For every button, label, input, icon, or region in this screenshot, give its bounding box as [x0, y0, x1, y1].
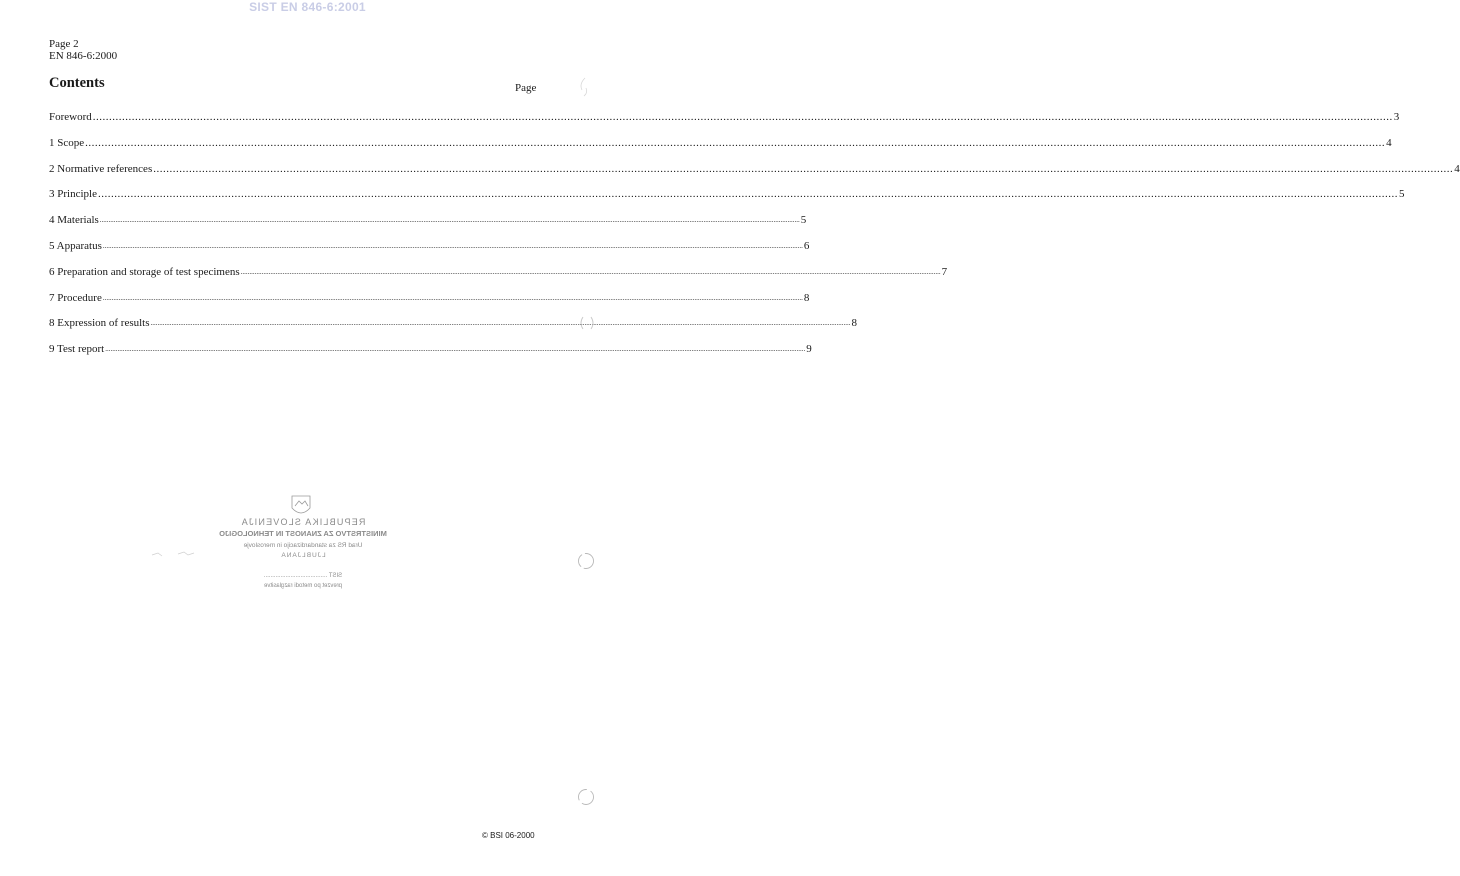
toc-entry-page: 3 — [1393, 111, 1400, 123]
toc-entry-page: 7 — [941, 265, 948, 278]
footer-copyright: © BSI 06-2000 — [482, 831, 535, 840]
page-number: Page 2 — [49, 38, 79, 50]
standard-id: EN 846-6:2000 — [49, 50, 118, 62]
stamp-line-5: SIST ...................................... — [263, 573, 343, 579]
stamp-emblem-icon — [292, 496, 310, 513]
toc-dot-leader: ................................................................................................................................................................................................................................................................................................................................................................................................................ — [99, 216, 800, 225]
toc-entry-page: 5 — [800, 214, 807, 227]
toc-entry-page: 8 — [851, 317, 858, 330]
toc-dot-leader: ................................................................................................................................................................................................................................................................................................................................................................................................................ — [102, 293, 803, 302]
toc-entry-page: 9 — [806, 343, 812, 356]
toc-entry-page: 4 — [1454, 162, 1460, 175]
toc-entry-label: 2 Normative references — [49, 162, 153, 175]
toc-entry-label: 7 Procedure — [49, 291, 102, 304]
official-stamp — [200, 492, 405, 592]
toc-entry — [49, 162, 1460, 176]
toc-entry-label: 4 Materials — [49, 214, 99, 227]
toc-entry-page: 5 — [1398, 188, 1405, 201]
toc-entry — [49, 342, 812, 356]
toc-dot-leader: ................................................................................................................................................................................................................................................................................................................................................................................................................ — [97, 188, 1398, 201]
toc-dot-leader: ................................................................................................................................................................................................................................................................................................................................................................................................................ — [105, 345, 806, 354]
page-column-label: Page — [515, 82, 537, 94]
toc-entry — [49, 187, 1405, 201]
stamp-line-6: prevzet po metodi razglasitve — [263, 583, 343, 589]
stamp-line-2: MINISTRSTVO ZA ZNANOST IN TEHNOLOGIJO — [219, 529, 387, 538]
punch-hole-mark-3 — [576, 786, 596, 808]
toc-dot-leader: ................................................................................................................................................................................................................................................................................................................................................................................................................ — [92, 111, 1393, 123]
toc-entry — [49, 265, 948, 279]
toc-entry-page: 4 — [1386, 136, 1392, 149]
toc-entry-label: 6 Preparation and storage of test specimens — [49, 265, 240, 278]
toc-dot-leader: ................................................................................................................................................................................................................................................................................................................................................................................................................ — [240, 267, 941, 276]
contents-title: Contents — [49, 75, 105, 91]
scan-mark-top — [575, 76, 591, 98]
stamp-line-3: Urad RS za standardizacijo in meroslovje — [243, 542, 363, 549]
toc-entry-label: 5 Apparatus — [49, 240, 102, 252]
toc-entry-label: Foreword — [49, 111, 92, 123]
toc-dot-leader: ................................................................................................................................................................................................................................................................................................................................................................................................................ — [150, 319, 851, 328]
punch-hole-mark-1 — [578, 314, 596, 332]
stamp-line-4: LJUBLJANA — [280, 552, 326, 559]
toc-entry-label: 3 Principle — [49, 188, 97, 201]
toc-entry — [49, 110, 1400, 124]
page-header — [49, 38, 117, 62]
toc-entry-label: 1 Scope — [49, 136, 85, 149]
stamp-line-1: REPUBLIKA SLOVENIJA — [240, 517, 366, 527]
toc-entry — [49, 136, 1392, 150]
toc-entry — [49, 291, 810, 305]
toc-entry-page: 8 — [803, 291, 810, 304]
toc-entry-label: 9 Test report — [49, 343, 105, 356]
toc-entry — [49, 213, 807, 227]
punch-hole-mark-2 — [576, 550, 596, 572]
toc-entry-page: 6 — [803, 240, 810, 252]
toc-dot-leader: ................................................................................................................................................................................................................................................................................................................................................................................................................ — [153, 162, 1454, 175]
toc-dot-leader: ................................................................................................................................................................................................................................................................................................................................................................................................................ — [102, 242, 803, 250]
toc-dot-leader: ................................................................................................................................................................................................................................................................................................................................................................................................................ — [85, 136, 1386, 149]
watermark: SIST EN 846-6:2001 — [249, 0, 366, 14]
toc-entry — [49, 316, 858, 330]
toc-entry-label: 8 Expression of results — [49, 317, 150, 330]
toc-entry — [49, 239, 810, 253]
scan-noise — [150, 548, 200, 560]
